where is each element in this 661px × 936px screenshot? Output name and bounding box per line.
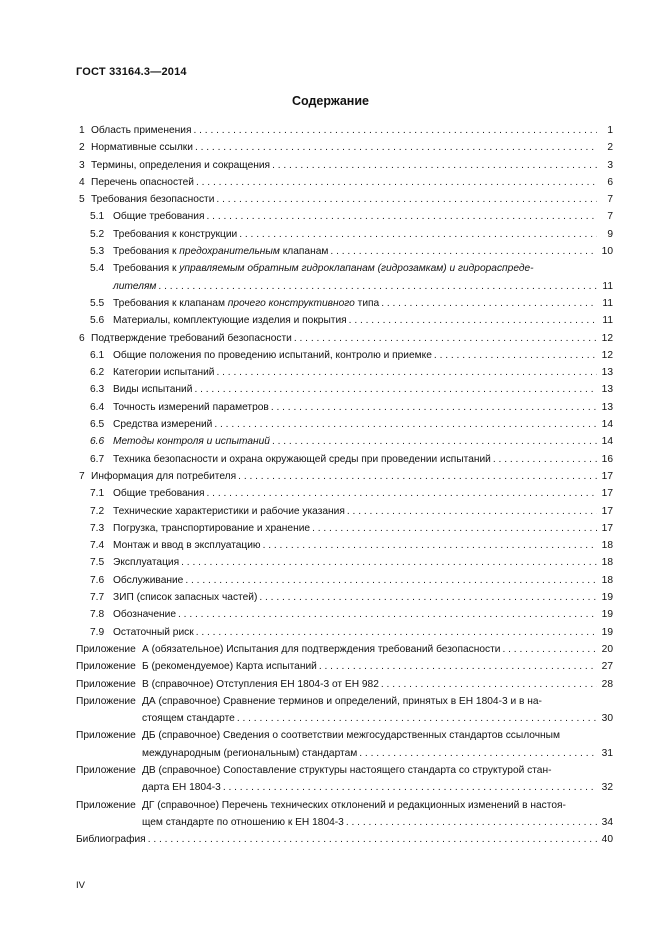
toc-entry-number: 3 — [79, 159, 85, 171]
toc-entry-page: 19 — [601, 609, 613, 621]
toc-entry-page: 12 — [601, 332, 613, 344]
toc-entry-number: 6.5 — [90, 419, 105, 431]
appendix-title: В (справочное) Отступления ЕН 1804-3 от ЕН 982 — [142, 678, 379, 690]
toc-entry-number: 5 — [79, 194, 85, 206]
toc-entry-5-2[interactable] — [76, 226, 613, 243]
toc-entry-6-7[interactable] — [76, 451, 613, 468]
appendix-title-cont: стоящем стандарте — [142, 713, 235, 725]
toc-entry-7-7[interactable] — [76, 589, 613, 606]
table-of-contents — [76, 122, 613, 848]
toc-entry-title: Средства измерений — [113, 419, 213, 431]
appendix-title: А (обязательное) Испытания для подтверждения требований безопасности — [142, 643, 501, 655]
bibliography-page: 40 — [601, 834, 613, 846]
toc-entry-number: 5.2 — [90, 228, 105, 240]
appendix-label: Приложение — [76, 695, 136, 707]
page-number: IV — [76, 880, 85, 891]
toc-entry-title: Монтаж и ввод в эксплуатацию — [113, 540, 261, 552]
toc-entry-6-5[interactable] — [76, 416, 613, 433]
toc-entry-page: 13 — [601, 367, 613, 379]
toc-entry-number: 2 — [79, 142, 85, 154]
toc-entry-5-1[interactable] — [76, 208, 613, 225]
toc-entry-number: 7.2 — [90, 505, 105, 517]
appendix-title-cont: дарта ЕН 1804-3 — [142, 782, 221, 794]
toc-entry-title: Обслуживание — [113, 574, 184, 586]
appendix-da[interactable] — [76, 693, 613, 728]
toc-entry-number: 5.1 — [90, 211, 105, 223]
toc-entry-title: Остаточный риск — [113, 626, 194, 638]
toc-entry-number: 7.5 — [90, 557, 105, 569]
toc-entry-page: 13 — [601, 384, 613, 396]
toc-entry-page: 12 — [601, 349, 613, 361]
toc-entry-number: 1 — [79, 125, 85, 136]
bibliography-entry[interactable] — [76, 831, 613, 848]
toc-entry-page: 16 — [601, 453, 613, 465]
toc-entry-title: Требования к управляемым обратным гидроклапанам (гидрозамкам) и гидрораспреде- — [113, 263, 534, 275]
toc-entry-page: 19 — [601, 592, 613, 604]
toc-entry-page: 3 — [607, 159, 613, 171]
toc-entry-number: 7.8 — [90, 609, 105, 621]
toc-entry-number: 5.5 — [90, 297, 105, 309]
toc-entry-1[interactable] — [76, 122, 613, 139]
toc-entry-number: 7.9 — [90, 626, 105, 638]
appendix-title: ДБ (справочное) Сведения о соответствии межгосударственных стандартов ссылочным — [142, 730, 560, 742]
toc-entry-number: 5.6 — [90, 315, 105, 327]
toc-entry-7-3[interactable] — [76, 520, 613, 537]
toc-entry-number: 7.7 — [90, 592, 105, 604]
toc-entry-title: Термины, определения и сокращения — [91, 159, 271, 171]
toc-entry-7-9[interactable] — [76, 624, 613, 641]
toc-entry-page: 10 — [601, 246, 613, 258]
toc-entry-title: Виды испытаний — [113, 384, 193, 396]
appendix-title-cont: международным (региональным) стандартам — [142, 747, 358, 759]
appendix-title: ДГ (справочное) Перечень технических отклонений и редакционных изменений в настоя- — [142, 799, 566, 811]
toc-entry-6[interactable] — [76, 330, 613, 347]
toc-entry-5-3[interactable] — [76, 243, 613, 260]
toc-entry-title: Требования к конструкции — [113, 228, 238, 240]
appendix-page: 34 — [601, 816, 613, 828]
appendix-label: Приложение — [76, 643, 136, 655]
toc-entry-4[interactable] — [76, 174, 613, 191]
toc-entry-7-4[interactable] — [76, 537, 613, 554]
toc-entry-number: 7 — [79, 470, 85, 482]
toc-entry-title: Подтверждение требований безопасности — [91, 332, 292, 344]
toc-entry-title: Категории испытаний — [113, 367, 215, 379]
toc-entry-page: 14 — [601, 436, 613, 448]
toc-entry-page: 18 — [601, 557, 613, 569]
appendix-page: 28 — [601, 678, 613, 690]
appendix-label: Приложение — [76, 730, 136, 742]
toc-entry-page: 11 — [602, 297, 613, 309]
appendix-page: 31 — [601, 747, 613, 759]
toc-entry-7-5[interactable] — [76, 554, 613, 571]
toc-entry-title: Область применения — [91, 125, 192, 136]
toc-entry-title: Точность измерений параметров — [113, 401, 269, 413]
toc-entry-title: Техника безопасности и охрана окружающей среды при проведении испытаний — [113, 453, 491, 465]
toc-entry-number: 6.3 — [90, 384, 105, 396]
appendix-b[interactable] — [76, 658, 613, 675]
toc-entry-5-4[interactable] — [76, 260, 613, 295]
toc-entry-title: Методы контроля и испытаний — [113, 436, 270, 448]
toc-entry-6-2[interactable] — [76, 364, 613, 381]
toc-entry-title: Погрузка, транспортирование и хранение — [113, 522, 311, 534]
appendix-label: Приложение — [76, 678, 136, 690]
toc-entry-title: Технические характеристики и рабочие указания — [113, 505, 345, 517]
toc-entry-title: Общие положения по проведению испытаний, контролю и приемке — [113, 349, 432, 361]
toc-entry-7-1[interactable] — [76, 485, 613, 502]
toc-entry-7[interactable] — [76, 468, 613, 485]
appendix-a[interactable] — [76, 641, 613, 658]
document-header: ГОСТ 33164.3—2014 — [76, 66, 187, 78]
toc-entry-number: 6.6 — [90, 436, 105, 448]
toc-entry-number: 6.2 — [90, 367, 105, 379]
toc-entry-number: 7.4 — [90, 540, 105, 552]
toc-entry-title: Общие требования — [113, 211, 205, 223]
appendix-title-cont: щем стандарте по отношению к ЕН 1804-3 — [142, 816, 344, 828]
appendix-label: Приложение — [76, 764, 136, 776]
toc-entry-number: 5.4 — [90, 263, 105, 275]
appendix-page: 32 — [601, 782, 613, 794]
appendix-label: Приложение — [76, 799, 136, 811]
toc-entry-number: 6.7 — [90, 453, 105, 465]
toc-entry-page: 7 — [607, 194, 613, 206]
appendix-dg[interactable] — [76, 797, 613, 832]
toc-entry-page: 17 — [601, 505, 613, 517]
toc-entry-page: 17 — [601, 470, 613, 482]
toc-entry-title: Материалы, комплектующие изделия и покрытия — [113, 315, 347, 327]
appendix-label: Приложение — [76, 661, 136, 673]
toc-title: Содержание — [291, 94, 369, 108]
toc-entry-number: 7.3 — [90, 522, 105, 534]
appendix-v[interactable] — [76, 676, 613, 693]
toc-entry-title: Требования к предохранительным клапанам — [113, 246, 329, 258]
toc-entry-number: 4 — [79, 176, 85, 188]
toc-entry-number: 7.6 — [90, 574, 105, 586]
appendix-page: 30 — [601, 713, 613, 725]
toc-entry-3[interactable] — [76, 157, 613, 174]
toc-entry-page: 1 — [607, 125, 613, 136]
toc-entry-5[interactable] — [76, 191, 613, 208]
toc-entry-page: 18 — [601, 540, 613, 552]
toc-entry-number: 6 — [79, 332, 85, 344]
toc-entry-5-6[interactable] — [76, 312, 613, 329]
toc-entry-page: 7 — [607, 211, 613, 223]
toc-entry-6-6[interactable] — [76, 433, 613, 450]
toc-entry-6-4[interactable] — [76, 399, 613, 416]
toc-entry-6-1[interactable] — [76, 347, 613, 364]
toc-entry-page: 14 — [601, 419, 613, 431]
appendix-dv[interactable] — [76, 762, 613, 797]
toc-entry-page: 2 — [607, 142, 613, 154]
toc-entry-title: Перечень опасностей — [91, 176, 194, 188]
toc-entry-title: Эксплуатация — [113, 557, 180, 569]
toc-entry-number: 6.1 — [90, 349, 105, 361]
toc-entry-page: 11 — [602, 315, 613, 327]
appendix-title: ДА (справочное) Сравнение терминов и определений, принятых в ЕН 1804-3 и в на- — [142, 695, 542, 707]
appendix-page: 20 — [601, 643, 613, 655]
toc-entry-title: Обозначение — [113, 609, 177, 621]
toc-entry-page: 19 — [601, 626, 613, 638]
appendix-title: ДВ (справочное) Сопоставление структуры настоящего стандарта со структурой стан- — [142, 764, 552, 776]
toc-entry-title: Требования безопасности — [91, 194, 215, 206]
toc-entry-page: 11 — [602, 280, 613, 292]
appendix-title: Б (рекомендуемое) Карта испытаний — [142, 661, 317, 673]
toc-entry-page: 13 — [601, 401, 613, 413]
toc-entry-5-5[interactable] — [76, 295, 613, 312]
appendix-page: 27 — [601, 661, 613, 673]
toc-entry-number: 6.4 — [90, 401, 105, 413]
toc-entry-7-2[interactable] — [76, 503, 613, 520]
toc-entry-title: Общие требования — [113, 488, 205, 500]
toc-entry-page: 17 — [601, 488, 613, 500]
toc-entry-page: 6 — [607, 176, 613, 188]
appendix-db[interactable] — [76, 727, 613, 762]
toc-entry-page: 18 — [601, 574, 613, 586]
bibliography-title: Библиография — [76, 834, 146, 846]
toc-entry-title: Нормативные ссылки — [91, 142, 193, 154]
toc-entry-page: 17 — [601, 522, 613, 534]
toc-entry-2[interactable] — [76, 139, 613, 156]
toc-entry-title: Информация для потребителя — [91, 470, 237, 482]
toc-entry-page: 9 — [607, 228, 613, 240]
toc-entry-number: 5.3 — [90, 246, 105, 258]
toc-entry-7-6[interactable] — [76, 572, 613, 589]
toc-entry-6-3[interactable] — [76, 381, 613, 398]
toc-entry-number: 7.1 — [90, 488, 105, 500]
toc-entry-7-8[interactable] — [76, 606, 613, 623]
toc-entry-title: Требования к клапанам прочего конструктивного типа — [113, 297, 380, 309]
toc-entry-title-cont: лителям — [113, 280, 157, 292]
toc-entry-title: ЗИП (список запасных частей) — [113, 592, 258, 604]
